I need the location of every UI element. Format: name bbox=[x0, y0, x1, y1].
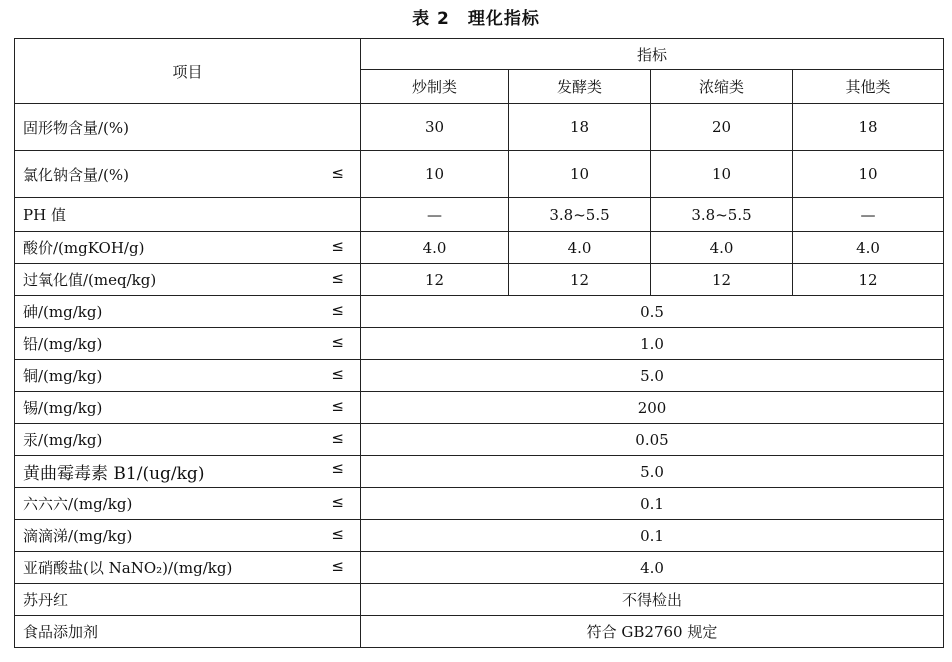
table-body bbox=[15, 39, 944, 648]
header-col-other: 其他类 bbox=[793, 70, 944, 104]
cell: 4.0 bbox=[361, 232, 509, 264]
row-label bbox=[15, 552, 361, 584]
row-label-text: 铅/(mg/kg) bbox=[23, 335, 103, 353]
merged-cell: 不得检出 bbox=[361, 584, 944, 616]
row-label bbox=[15, 584, 361, 616]
row-label bbox=[15, 424, 361, 456]
table-row bbox=[15, 198, 944, 232]
le-sign: ≤ bbox=[331, 237, 344, 255]
table-row bbox=[15, 520, 944, 552]
row-label-text: 铜/(mg/kg) bbox=[23, 367, 103, 385]
table-row bbox=[15, 296, 944, 328]
row-label-text: 亚硝酸盐(以 NaNO₂)/(mg/kg) bbox=[23, 559, 233, 577]
row-label bbox=[15, 328, 361, 360]
table-row bbox=[15, 328, 944, 360]
physicochemical-table bbox=[14, 38, 944, 648]
row-label-text: 滴滴涕/(mg/kg) bbox=[23, 527, 133, 545]
row-label-text: 六六六/(mg/kg) bbox=[23, 495, 133, 513]
header-col-fried: 炒制类 bbox=[361, 70, 509, 104]
row-label bbox=[15, 616, 361, 648]
le-sign: ≤ bbox=[331, 493, 344, 511]
table-row bbox=[15, 151, 944, 198]
table-row bbox=[15, 232, 944, 264]
row-label-text: 过氧化值/(meq/kg) bbox=[23, 271, 157, 289]
merged-cell: 符合 GB2760 规定 bbox=[361, 616, 944, 648]
table-row bbox=[15, 488, 944, 520]
row-label bbox=[15, 151, 361, 198]
table-title: 表 2 理化指标 bbox=[412, 9, 540, 29]
merged-cell: 0.1 bbox=[361, 488, 944, 520]
le-sign: ≤ bbox=[331, 397, 344, 415]
cell: 12 bbox=[793, 264, 944, 296]
cell: 10 bbox=[793, 151, 944, 198]
cell: 30 bbox=[361, 104, 509, 151]
cell: 10 bbox=[509, 151, 651, 198]
le-sign: ≤ bbox=[331, 269, 344, 287]
merged-cell: 200 bbox=[361, 392, 944, 424]
cell: 3.8~5.5 bbox=[509, 198, 651, 232]
le-sign: ≤ bbox=[331, 333, 344, 351]
table-row bbox=[15, 360, 944, 392]
cell: 18 bbox=[793, 104, 944, 151]
table-row bbox=[15, 456, 944, 488]
row-label bbox=[15, 296, 361, 328]
cell: 12 bbox=[509, 264, 651, 296]
table-row bbox=[15, 584, 944, 616]
cell: 20 bbox=[651, 104, 793, 151]
table-row bbox=[15, 104, 944, 151]
header-indicator: 指标 bbox=[361, 39, 944, 70]
merged-cell: 0.05 bbox=[361, 424, 944, 456]
le-sign: ≤ bbox=[331, 557, 344, 575]
row-label bbox=[15, 360, 361, 392]
header-col-fermented: 发酵类 bbox=[509, 70, 651, 104]
row-label-text: 黄曲霉毒素 B1/(ug/kg) bbox=[23, 464, 205, 484]
merged-cell: 4.0 bbox=[361, 552, 944, 584]
table-row bbox=[15, 616, 944, 648]
cell: 4.0 bbox=[509, 232, 651, 264]
row-label bbox=[15, 456, 361, 488]
cell: 12 bbox=[651, 264, 793, 296]
cell: 3.8~5.5 bbox=[651, 198, 793, 232]
row-label-text: 砷/(mg/kg) bbox=[23, 303, 103, 321]
header-item: 项目 bbox=[15, 39, 361, 104]
table-row bbox=[15, 552, 944, 584]
table-row bbox=[15, 392, 944, 424]
cell: 12 bbox=[361, 264, 509, 296]
row-label-text: 锡/(mg/kg) bbox=[23, 399, 103, 417]
row-label bbox=[15, 232, 361, 264]
cell: — bbox=[361, 198, 509, 232]
header-col-concentrated: 浓缩类 bbox=[651, 70, 793, 104]
row-label-text: 酸价/(mgKOH/g) bbox=[23, 239, 145, 257]
cell: — bbox=[793, 198, 944, 232]
row-label-text: 固形物含量/(%) bbox=[23, 118, 130, 137]
le-sign: ≤ bbox=[331, 365, 344, 383]
row-label bbox=[15, 488, 361, 520]
cell: 4.0 bbox=[651, 232, 793, 264]
row-label-text: 氯化钠含量/(%) bbox=[23, 165, 130, 184]
row-label-text: PH 值 bbox=[23, 206, 66, 224]
merged-cell: 0.1 bbox=[361, 520, 944, 552]
le-sign: ≤ bbox=[331, 163, 344, 182]
le-sign: ≤ bbox=[331, 525, 344, 543]
merged-cell: 1.0 bbox=[361, 328, 944, 360]
cell: 18 bbox=[509, 104, 651, 151]
merged-cell: 0.5 bbox=[361, 296, 944, 328]
table-row bbox=[15, 424, 944, 456]
row-label bbox=[15, 104, 361, 151]
row-label bbox=[15, 392, 361, 424]
cell: 4.0 bbox=[793, 232, 944, 264]
le-sign: ≤ bbox=[331, 429, 344, 447]
le-sign: ≤ bbox=[331, 301, 344, 319]
header-row-1 bbox=[15, 39, 944, 70]
row-label-text: 食品添加剂 bbox=[23, 623, 99, 641]
merged-cell: 5.0 bbox=[361, 360, 944, 392]
merged-cell: 5.0 bbox=[361, 456, 944, 488]
table-row bbox=[15, 264, 944, 296]
row-label-text: 苏丹红 bbox=[23, 591, 69, 609]
row-label bbox=[15, 264, 361, 296]
cell: 10 bbox=[651, 151, 793, 198]
le-sign: ≤ bbox=[331, 459, 344, 477]
row-label bbox=[15, 520, 361, 552]
row-label-text: 汞/(mg/kg) bbox=[23, 431, 103, 449]
row-label bbox=[15, 198, 361, 232]
cell: 10 bbox=[361, 151, 509, 198]
